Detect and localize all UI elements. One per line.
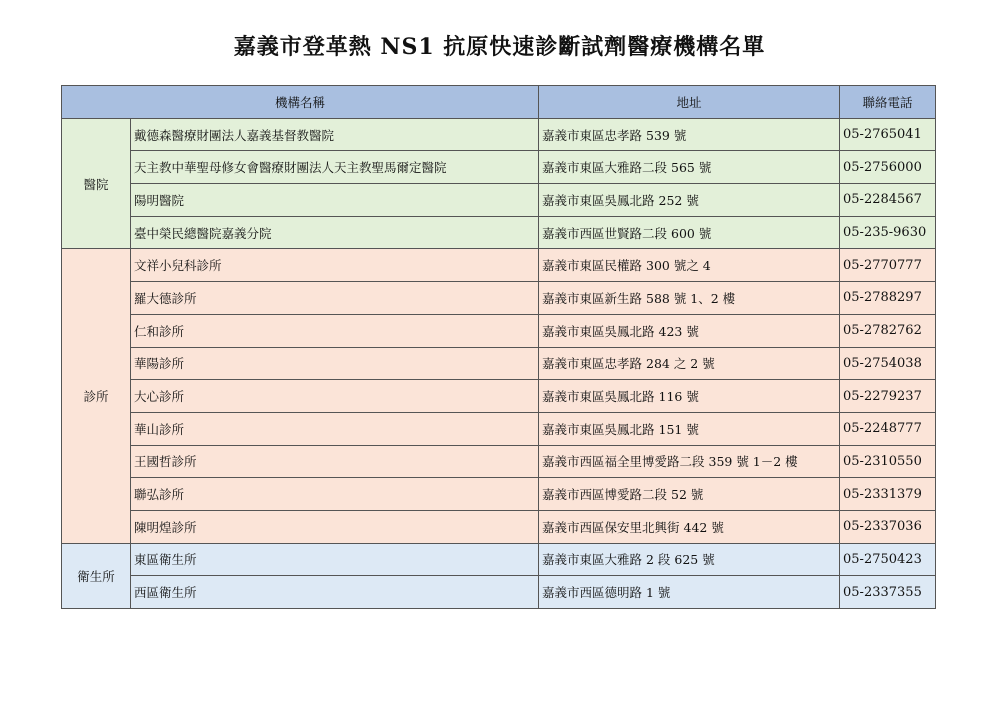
institution-address: 嘉義市西區德明路 1 號: [539, 576, 840, 609]
table-row: [62, 184, 936, 217]
institution-address: 嘉義市東區民權路 300 號之 4: [539, 249, 840, 282]
table-row: [62, 249, 936, 282]
institution-name: 天主教中華聖母修女會醫療財團法人天主教聖馬爾定醫院: [131, 151, 539, 184]
institution-name: 陽明醫院: [131, 184, 539, 217]
table-row: [62, 151, 936, 184]
institution-phone: 05-2284567: [840, 184, 936, 217]
institution-address: 嘉義市東區忠孝路 284 之 2 號: [539, 347, 840, 380]
institution-name: 大心診所: [131, 380, 539, 413]
institution-phone: 05-2337036: [840, 510, 936, 543]
institution-address: 嘉義市東區吳鳳北路 252 號: [539, 184, 840, 217]
table-row: [62, 216, 936, 249]
institution-name: 仁和診所: [131, 314, 539, 347]
table-row: [62, 576, 936, 609]
institution-phone: 05-2331379: [840, 478, 936, 511]
table-row: [62, 543, 936, 576]
institution-name: 戴德森醫療財團法人嘉義基督教醫院: [131, 118, 539, 151]
header-phone: 聯絡電話: [840, 86, 936, 119]
institution-phone: 05-2337355: [840, 576, 936, 609]
table-row: [62, 412, 936, 445]
institution-name: 華山診所: [131, 412, 539, 445]
table-row: [62, 445, 936, 478]
institution-address: 嘉義市東區大雅路 2 段 625 號: [539, 543, 840, 576]
institution-address: 嘉義市西區博愛路二段 52 號: [539, 478, 840, 511]
table-row: [62, 510, 936, 543]
institution-phone: 05-2788297: [840, 282, 936, 315]
institution-address: 嘉義市西區保安里北興街 442 號: [539, 510, 840, 543]
institution-name: 羅大德診所: [131, 282, 539, 315]
institution-name: 陳明煌診所: [131, 510, 539, 543]
category-health-center: 衛生所: [62, 543, 131, 608]
institution-name: 東區衛生所: [131, 543, 539, 576]
institution-phone: 05-2770777: [840, 249, 936, 282]
institution-address: 嘉義市東區大雅路二段 565 號: [539, 151, 840, 184]
institution-name: 王國哲診所: [131, 445, 539, 478]
institution-phone: 05-2279237: [840, 380, 936, 413]
institution-phone: 05-2310550: [840, 445, 936, 478]
institution-phone: 05-2782762: [840, 314, 936, 347]
institution-phone: 05-2750423: [840, 543, 936, 576]
table-body: [62, 118, 936, 608]
institution-address: 嘉義市西區世賢路二段 600 號: [539, 216, 840, 249]
table-row: [62, 314, 936, 347]
document-title: 嘉義市登革熱 NS1 抗原快速診斷試劑醫療機構名單: [233, 34, 766, 60]
institution-address: 嘉義市東區吳鳳北路 423 號: [539, 314, 840, 347]
table-row: [62, 380, 936, 413]
institution-phone: 05-235-9630: [840, 216, 936, 249]
table-row: [62, 282, 936, 315]
institution-address: 嘉義市東區忠孝路 539 號: [539, 118, 840, 151]
category-clinic: 診所: [62, 249, 131, 543]
institution-address: 嘉義市西區福全里博愛路二段 359 號 1－2 樓: [539, 445, 840, 478]
institution-name: 聯弘診所: [131, 478, 539, 511]
institution-name: 西區衛生所: [131, 576, 539, 609]
category-hospital: 醫院: [62, 118, 131, 249]
table-row: [62, 347, 936, 380]
institution-name: 臺中榮民總醫院嘉義分院: [131, 216, 539, 249]
institution-address: 嘉義市東區吳鳳北路 116 號: [539, 380, 840, 413]
table-row: [62, 478, 936, 511]
institution-phone: 05-2754038: [840, 347, 936, 380]
table-row: [62, 118, 936, 151]
institution-address: 嘉義市東區新生路 588 號 1、2 樓: [539, 282, 840, 315]
institution-phone: 05-2248777: [840, 412, 936, 445]
institution-table: [61, 85, 936, 609]
institution-address: 嘉義市東區吳鳳北路 151 號: [539, 412, 840, 445]
institution-name: 文祥小兒科診所: [131, 249, 539, 282]
institution-phone: 05-2756000: [840, 151, 936, 184]
header-address: 地址: [539, 86, 840, 119]
header-name: 機構名稱: [62, 86, 539, 119]
institution-phone: 05-2765041: [840, 118, 936, 151]
table-header-row: [62, 86, 936, 119]
institution-name: 華陽診所: [131, 347, 539, 380]
